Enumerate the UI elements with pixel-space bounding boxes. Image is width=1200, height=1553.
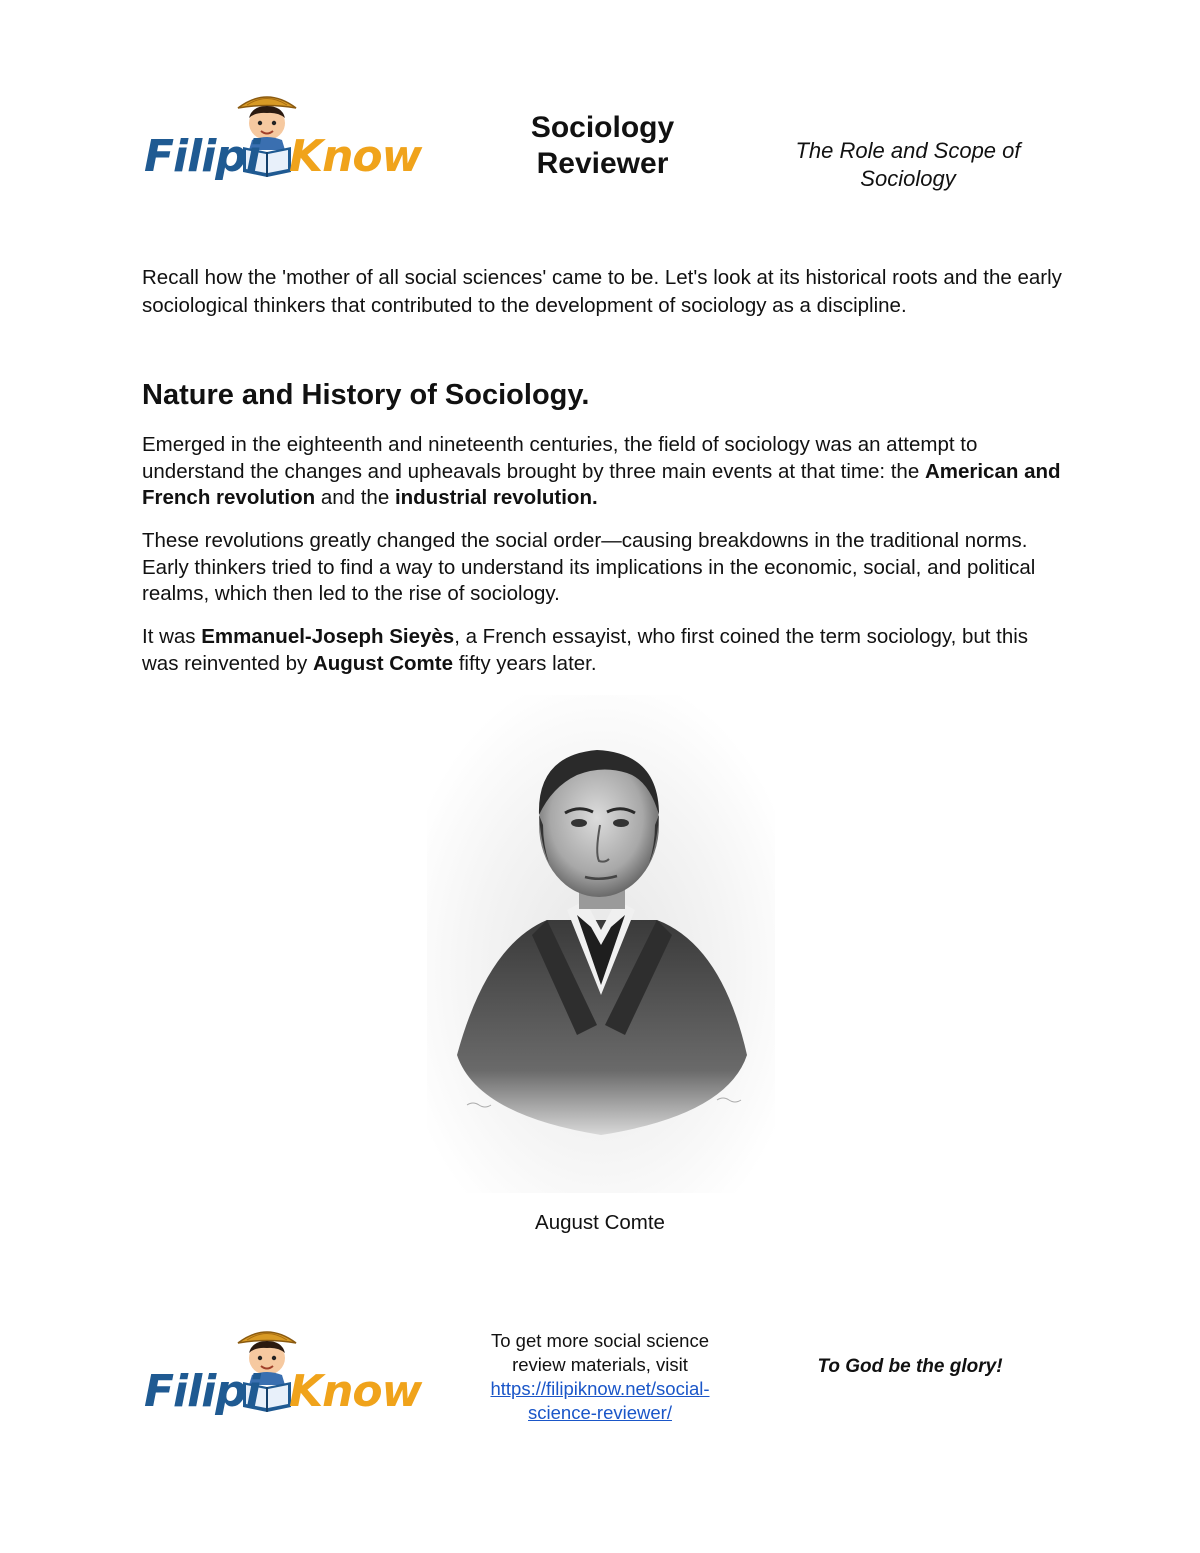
footer-text-line2: review materials, visit [512, 1354, 688, 1375]
paragraph-text: fifty years later. [453, 651, 597, 675]
bold-name: August Comte [312, 651, 454, 675]
logo-wordmark [144, 131, 422, 182]
filipiknow-logo [142, 90, 422, 185]
logo-word-filipi: Filipi [144, 131, 260, 182]
paragraph-text: , a French essayist, who first coined the term sociology, but this was reinvented by [142, 625, 1029, 675]
body-paragraph-3 [142, 624, 1062, 677]
logo-word-know: Know [289, 131, 422, 182]
filipiknow-logo-footer [142, 1325, 422, 1420]
logo-word-filipi: Filipi [144, 1366, 260, 1417]
footer-link-line2[interactable]: science-reviewer/ [528, 1402, 672, 1423]
paragraph-text: Emerged in the eighteenth and nineteenth centuries, the field of sociology was an attempt to understand the changes and upheavals brought by three main events at that time: the [142, 433, 978, 483]
document-title [500, 110, 705, 182]
logo-wordmark [144, 1366, 422, 1417]
section-heading: Nature and History of Sociology. [142, 379, 590, 411]
bold-name: Emmanuel-Joseph Sieyès [201, 625, 455, 648]
bold-term: American and French revolution [142, 459, 1061, 509]
august-comte-portrait [427, 695, 775, 1193]
logo-word-know: Know [289, 1366, 422, 1417]
footer-link-line1[interactable]: https://filipiknow.net/social- [490, 1378, 710, 1399]
document-subtitle-line1: The Role and Scope of [795, 138, 1021, 163]
figure-caption: August Comte [535, 1211, 665, 1234]
intro-paragraph: Recall how the 'mother of all social sciences' came to be. Let's look at its historical roots and the early sociological thinkers that contributed to the development of sociology as a discipline. [142, 266, 1062, 317]
body-paragraph-2: These revolutions greatly changed the social order—causing breakdowns in the traditional norms. Early thinkers tried to find a way to understand its implications in the economic, social, and political realms, which then led to the rise of sociology. [142, 529, 1036, 605]
footer-motto: To God be the glory! [817, 1356, 1003, 1377]
footer-text-line1: To get more social science [491, 1330, 709, 1351]
paragraph-text: and the [315, 486, 395, 509]
paragraph-text: It was [142, 625, 202, 648]
document-title-line2: Reviewer [536, 147, 669, 180]
document-subtitle [770, 137, 1046, 193]
bold-term: industrial revolution. [394, 486, 598, 509]
portrait-image [427, 695, 775, 1193]
document-title-line1: Sociology [530, 111, 675, 144]
body-paragraph-1 [142, 432, 1062, 512]
footer-link[interactable] [466, 1377, 734, 1425]
document-subtitle-line2: Sociology [860, 166, 956, 191]
footer-promo [466, 1329, 734, 1425]
